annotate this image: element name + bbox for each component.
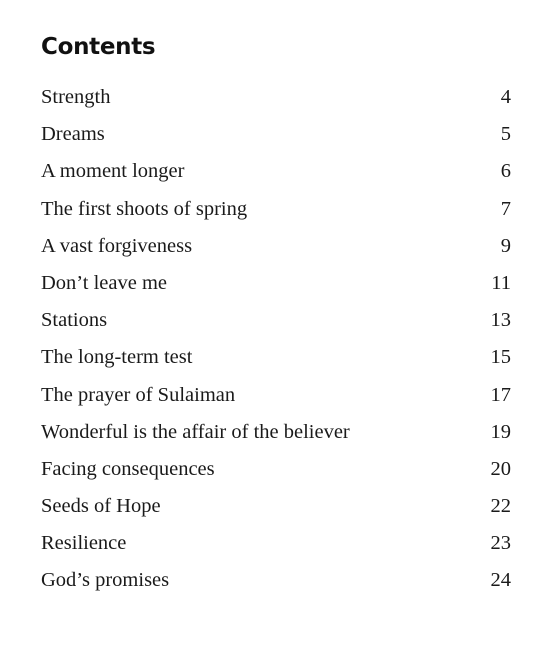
page-title: Contents [41,34,156,60]
toc-entry-title: Resilience [41,532,127,555]
toc-entry-page-number: 22 [490,495,511,518]
toc-entry-page-number: 23 [490,532,511,555]
toc-entry-title: God’s promises [41,569,170,592]
toc-entry[interactable] [41,123,511,160]
toc-entry-page-number: 19 [490,420,511,443]
toc-entry-title: Seeds of Hope [41,495,161,518]
toc-entry-title: The first shoots of spring [41,197,248,220]
toc-entry-title: Stations [41,309,108,332]
toc-entry-page-number: 17 [490,383,511,406]
toc-entry-page-number: 13 [490,309,511,332]
toc-entry-title: Wonderful is the affair of the believer [41,420,350,443]
toc-entry[interactable] [41,495,511,532]
toc-entry[interactable] [41,272,511,309]
toc-entry[interactable] [41,421,511,458]
toc-entry-page-number: 6 [500,160,511,183]
toc-entry[interactable] [41,532,511,569]
toc-entry-page-number: 15 [490,346,511,369]
toc-entry-title: Strength [41,86,111,108]
toc-entry[interactable] [41,458,511,495]
toc-list [41,86,511,607]
toc-entry[interactable] [41,198,511,235]
toc-entry-title: A vast forgiveness [41,234,193,257]
toc-entry[interactable] [41,160,511,197]
toc-entry[interactable] [41,346,511,383]
toc-entry-page-number: 5 [500,123,511,146]
toc-entry[interactable] [41,569,511,606]
toc-entry-title: The long-term test [41,346,193,369]
toc-entry-page-number: 24 [490,569,511,592]
toc-entry[interactable] [41,384,511,421]
toc-entry-page-number: 9 [500,234,511,257]
toc-entry[interactable] [41,235,511,272]
toc-entry-page-number: 20 [490,457,511,480]
toc-entry-title: A moment longer [41,160,185,183]
toc-entry-title: Facing consequences [41,457,215,480]
toc-entry-title: The prayer of Sulaiman [41,383,236,406]
toc-entry-title: Dreams [41,123,105,146]
toc-entry-page-number: 4 [500,86,511,108]
toc-entry-page-number: 11 [491,271,511,294]
toc-entry-page-number: 7 [500,197,511,220]
toc-entry-title: Don’t leave me [41,271,167,294]
toc-entry[interactable] [41,309,511,346]
toc-entry[interactable] [41,86,511,123]
